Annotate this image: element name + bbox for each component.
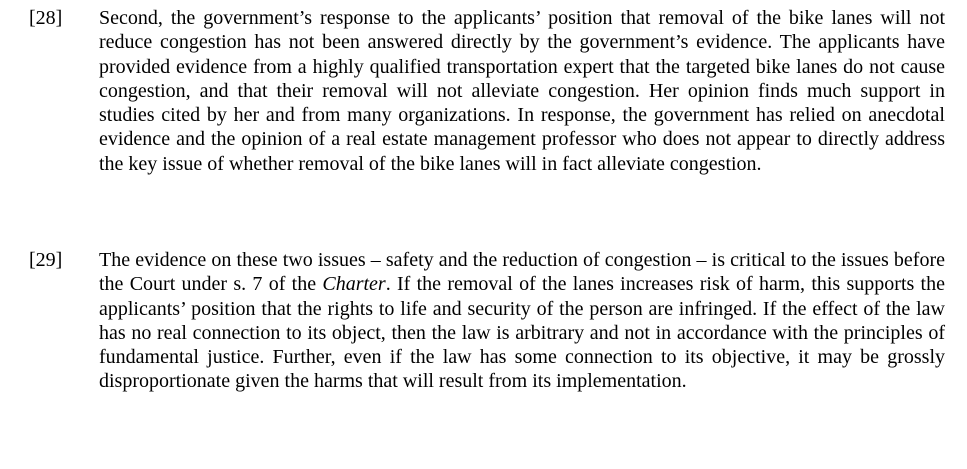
paragraph-text-part: The evidence on these two issues – safety and the reduction of congestion – is critical to the issues before the Court under s. 7 of the [99,249,945,296]
paragraph-number: [28] [29,7,63,29]
paragraph-text: Second, the government’s response to the applicants’ position that removal of the bike lanes will not reduce congestion has not been answered directly by the government’s evidence. The applicants have provided evidence from a highly qualified transportation expert that the targeted bike lanes do not cause congestion, and that their removal will not alleviate congestion. Her opinion finds much support in studies cited by her and from many organizations. In response, the government has relied on anecdotal evidence and the opinion of a real estate management professor who does not appear to directly address the key issue of whether removal of the bike lanes will in fact alleviate congestion. [99,7,945,175]
paragraph-number: [29] [29,249,63,271]
paragraph-text [99,248,945,394]
italic-term: Charter [322,273,386,296]
paragraph-text-part: . If the removal of the lanes increases risk of harm, this supports the applicants’ position that the rights to life and security of the person are infringed. If the effect of the law has no real connection to its object, then the law is arbitrary and not in accordance with the principles of fundamental justice. Further, even if the law has some connection to its objective, it may be grossly disproportionate given the harms that will result from its implementation. [99,273,945,393]
